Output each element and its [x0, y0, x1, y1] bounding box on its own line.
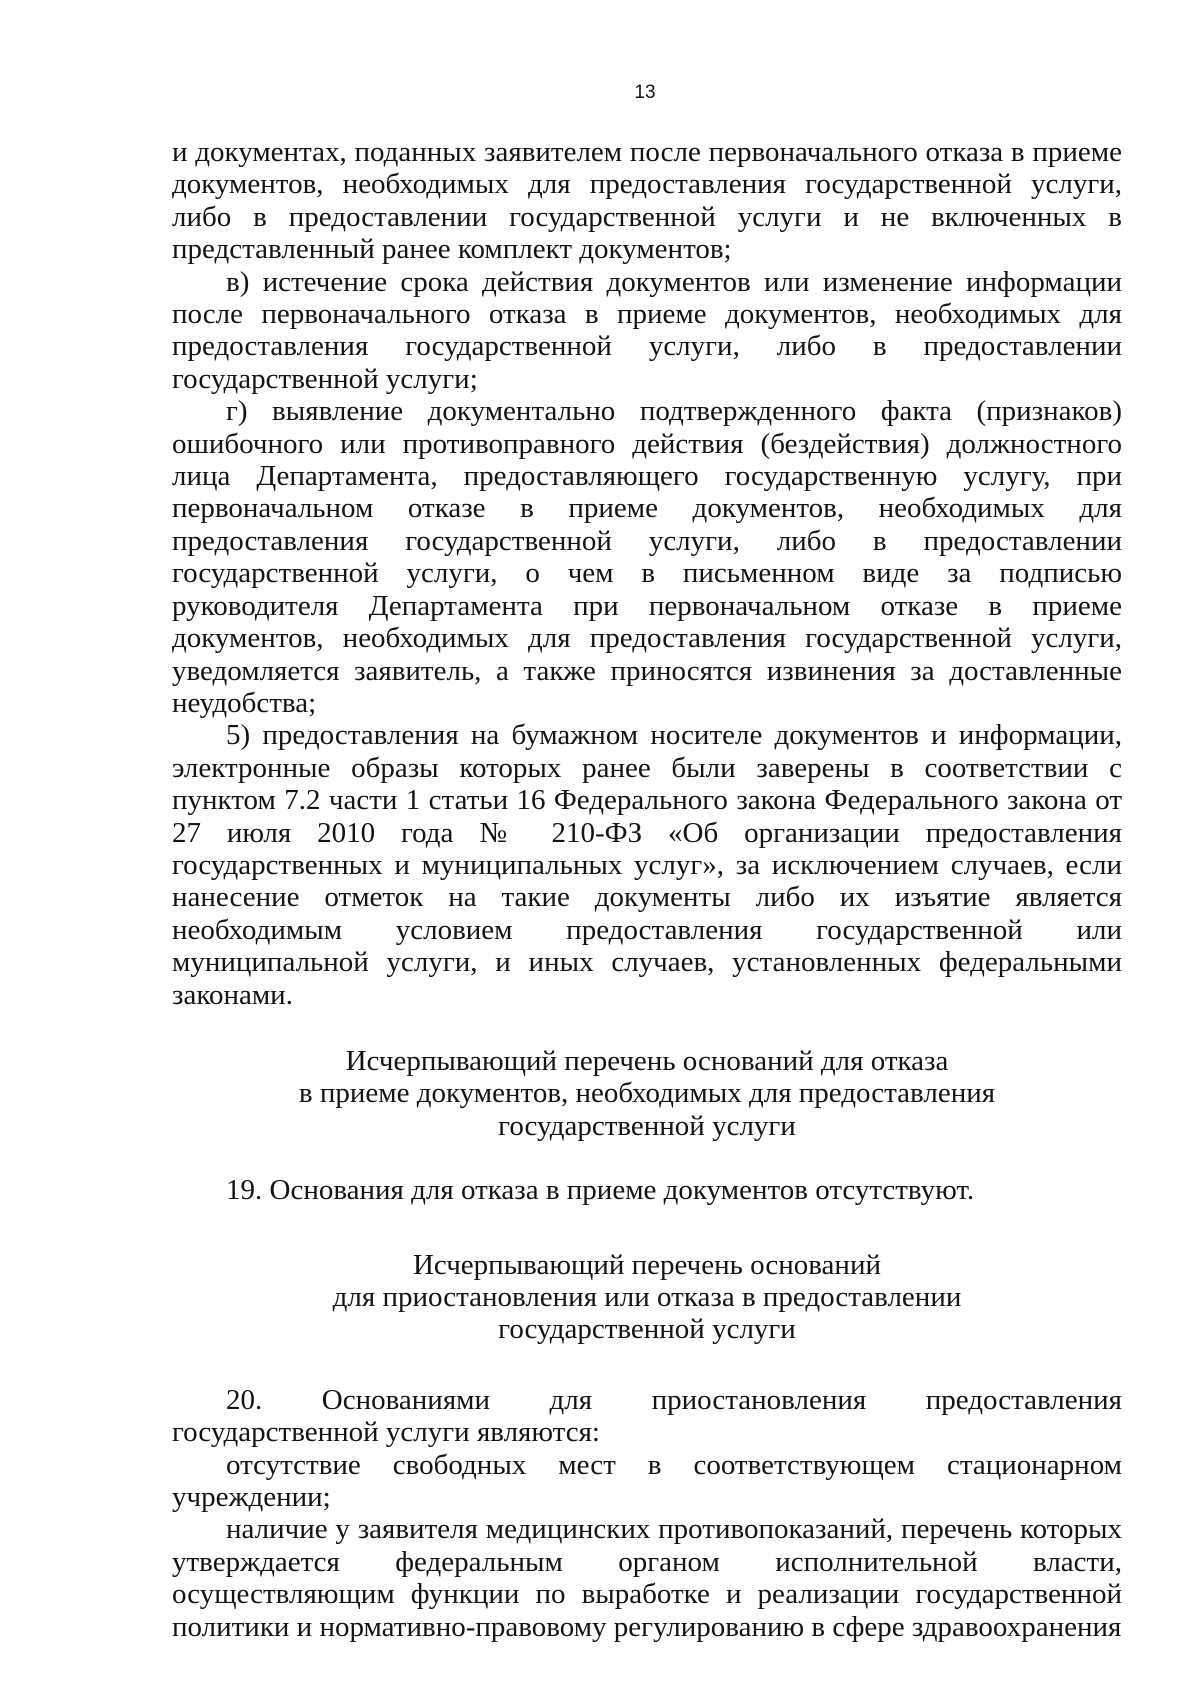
paragraph-item-20: 20. Основаниями для приостановления предоставления государственной услуги являются:	[172, 1383, 1122, 1449]
paragraph-item-g: г) выявление документально подтвержденного факта (признаков) ошибочного или противоправного действия (бездействия) должностного лица Департамента, предоставляющего государственную услугу, при первоначальном отказе в приеме документов, необходимых для предоставления государственной услуги, либо в предоставлении государственной услуги, о чем в письменном виде за подписью руководителя Департамента при первоначальном отказе в приеме документов, необходимых для предоставления государственной услуги, уведомляется заявитель, а также приносятся извинения за доставленные неудобства;	[172, 395, 1122, 719]
section-heading-suspension-grounds	[172, 1249, 1122, 1346]
spacer	[172, 1207, 1122, 1249]
heading-line: государственной услуги	[498, 1109, 796, 1142]
page-number: 13	[634, 82, 656, 103]
spacer	[172, 1142, 1122, 1174]
section-heading-refusal-grounds	[172, 1045, 1122, 1142]
paragraph-item-5: 5) предоставления на бумажном носителе документов и информации, электронные образы которых ранее были заверены в соответствии с пунктом 7.2 части 1 статьи 16 Федерального закона Федерального закона от 27 июля 2010 года № 210-ФЗ «Об организации предоставления государственных и муниципальных услуг», за исключением случаев, если нанесение отметок на такие документы либо их изъятие является необходимым условием предоставления государственной или муниципальной услуги, и иных случаев, установленных федеральными законами.	[172, 719, 1122, 1011]
paragraph-item-20-contraindications: наличие у заявителя медицинских противопоказаний, перечень которых утверждается федеральным органом исполнительной власти, осуществляющим функции по выработке и реализации государственной политики и нормативно-правовому регулированию в сфере здравоохранения	[172, 1513, 1122, 1643]
heading-line: Исчерпывающий перечень оснований для отказа	[345, 1044, 949, 1077]
paragraph-documents-continued: и документах, поданных заявителем после первоначального отказа в приеме документов, необходимых для предоставления государственной услуги, либо в предоставлении государственной услуги и не включенных в представленный ранее комплект документов;	[172, 136, 1122, 266]
paragraph-item-19: 19. Основания для отказа в приеме документов отсутствуют.	[226, 1174, 975, 1207]
heading-line: в приеме документов, необходимых для предоставления	[298, 1077, 996, 1110]
spacer	[172, 1346, 1122, 1384]
heading-line: государственной услуги	[498, 1313, 796, 1346]
paragraph-item-v: в) истечение срока действия документов или изменение информации после первоначального отказа в приеме документов, необходимых для предоставления государственной услуги, либо в предоставлении государственной услуги;	[172, 265, 1122, 395]
document-body	[172, 136, 1122, 1643]
spacer	[172, 1011, 1122, 1045]
heading-line: Исчерпывающий перечень оснований	[412, 1248, 881, 1281]
paragraph-item-20-no-vacancies: отсутствие свободных мест в соответствующем стационарном учреждении;	[172, 1448, 1122, 1514]
heading-line: для приостановления или отказа в предоставлении	[332, 1281, 962, 1313]
